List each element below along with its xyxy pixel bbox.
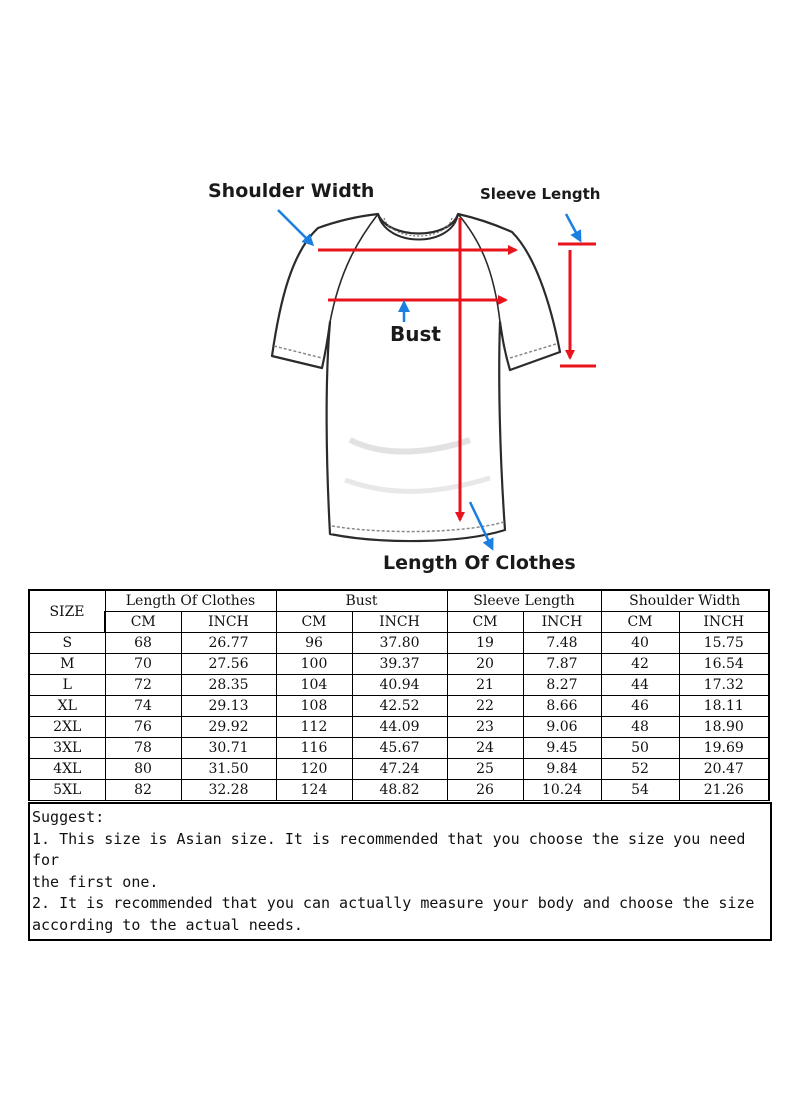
measurement-cell: 40 — [601, 633, 679, 654]
note-line: according to the actual needs. — [32, 915, 303, 934]
length-of-clothes-label: Length Of Clothes — [383, 552, 576, 574]
measurement-cell: 9.06 — [523, 717, 601, 738]
table-row — [29, 696, 769, 717]
measurement-cell: 42 — [601, 654, 679, 675]
measurement-cell: 120 — [276, 759, 352, 780]
table-group-header-row — [29, 590, 769, 612]
size-cell: 3XL — [29, 738, 105, 759]
suggestion-notes — [28, 802, 772, 941]
measurement-cell: 16.54 — [679, 654, 769, 675]
size-cell: S — [29, 633, 105, 654]
measurement-cell: 26.77 — [181, 633, 276, 654]
note-line: 1. This size is Asian size. It is recommended that you choose the size you need for — [32, 829, 746, 869]
measurement-cell: 23 — [447, 717, 523, 738]
measurement-cell: 48 — [601, 717, 679, 738]
size-cell: M — [29, 654, 105, 675]
measurement-cell: 18.11 — [679, 696, 769, 717]
measurement-cell: 18.90 — [679, 717, 769, 738]
measurement-cell: 54 — [601, 780, 679, 801]
measurement-cell: 42.52 — [352, 696, 447, 717]
measurement-cell: 25 — [447, 759, 523, 780]
size-cell: 5XL — [29, 780, 105, 801]
measurement-cell: 76 — [105, 717, 181, 738]
group-header: Shoulder Width — [601, 590, 769, 612]
unit-header: CM — [601, 612, 679, 633]
table-row — [29, 654, 769, 675]
table-row — [29, 738, 769, 759]
group-header: Sleeve Length — [447, 590, 601, 612]
measurement-cell: 39.37 — [352, 654, 447, 675]
measurement-cell: 124 — [276, 780, 352, 801]
table-row — [29, 759, 769, 780]
note-line: 2. It is recommended that you can actually measure your body and choose the size — [32, 894, 755, 912]
measurement-cell: 27.56 — [181, 654, 276, 675]
sleeve-pointer-arrow — [566, 214, 580, 240]
note-line: the first one. — [32, 872, 159, 891]
measurement-cell: 47.24 — [352, 759, 447, 780]
measurement-cell: 72 — [105, 675, 181, 696]
measurement-cell: 37.80 — [352, 633, 447, 654]
measurement-cell: 32.28 — [181, 780, 276, 801]
measurement-cell: 96 — [276, 633, 352, 654]
measurement-cell: 50 — [601, 738, 679, 759]
measurement-cell: 31.50 — [181, 759, 276, 780]
measurement-cell: 17.32 — [679, 675, 769, 696]
measurement-cell: 74 — [105, 696, 181, 717]
measurement-cell: 108 — [276, 696, 352, 717]
measurement-cell: 68 — [105, 633, 181, 654]
shoulder-pointer-arrow — [278, 210, 312, 244]
measurement-cell: 29.13 — [181, 696, 276, 717]
measurement-cell: 29.92 — [181, 717, 276, 738]
measurement-cell: 45.67 — [352, 738, 447, 759]
size-chart-table — [28, 589, 770, 801]
measurement-cell: 48.82 — [352, 780, 447, 801]
size-cell: L — [29, 675, 105, 696]
table-row — [29, 675, 769, 696]
measurement-cell: 19 — [447, 633, 523, 654]
unit-header: INCH — [523, 612, 601, 633]
size-column-header: SIZE — [29, 590, 105, 633]
unit-header: INCH — [352, 612, 447, 633]
bust-label: Bust — [390, 322, 441, 346]
measurement-cell: 116 — [276, 738, 352, 759]
measurement-cell: 10.24 — [523, 780, 601, 801]
size-cell: 4XL — [29, 759, 105, 780]
measurement-cell: 70 — [105, 654, 181, 675]
size-cell: XL — [29, 696, 105, 717]
measurement-cell: 100 — [276, 654, 352, 675]
measurement-cell: 9.45 — [523, 738, 601, 759]
unit-header: CM — [447, 612, 523, 633]
measurement-cell: 21.26 — [679, 780, 769, 801]
measurement-cell: 15.75 — [679, 633, 769, 654]
group-header: Length Of Clothes — [105, 590, 276, 612]
measurement-cell: 26 — [447, 780, 523, 801]
measurement-cell: 7.48 — [523, 633, 601, 654]
shoulder-width-label: Shoulder Width — [208, 180, 375, 202]
unit-header: INCH — [181, 612, 276, 633]
measurement-cell: 78 — [105, 738, 181, 759]
measurement-cell: 30.71 — [181, 738, 276, 759]
measurement-cell: 80 — [105, 759, 181, 780]
measurement-cell: 20.47 — [679, 759, 769, 780]
notes-title: Suggest: — [32, 808, 105, 826]
unit-header: CM — [276, 612, 352, 633]
measurement-cell: 22 — [447, 696, 523, 717]
measurement-cell: 9.84 — [523, 759, 601, 780]
measurement-cell: 40.94 — [352, 675, 447, 696]
measurement-cell: 104 — [276, 675, 352, 696]
measurement-cell: 82 — [105, 780, 181, 801]
measurement-cell: 52 — [601, 759, 679, 780]
table-row — [29, 780, 769, 801]
table-unit-header-row — [29, 612, 769, 633]
sleeve-length-label: Sleeve Length — [480, 185, 601, 203]
measurement-cell: 46 — [601, 696, 679, 717]
table-row — [29, 633, 769, 654]
measurement-cell: 44.09 — [352, 717, 447, 738]
size-table-body — [29, 633, 769, 801]
measurement-cell: 21 — [447, 675, 523, 696]
size-cell: 2XL — [29, 717, 105, 738]
measurement-cell: 44 — [601, 675, 679, 696]
measurement-cell: 20 — [447, 654, 523, 675]
measurement-cell: 24 — [447, 738, 523, 759]
measurement-cell: 8.66 — [523, 696, 601, 717]
unit-header: CM — [105, 612, 181, 633]
measurement-cell: 19.69 — [679, 738, 769, 759]
measurement-cell: 28.35 — [181, 675, 276, 696]
group-header: Bust — [276, 590, 447, 612]
table-row — [29, 717, 769, 738]
measurement-cell: 7.87 — [523, 654, 601, 675]
unit-header: INCH — [679, 612, 769, 633]
measurement-cell: 8.27 — [523, 675, 601, 696]
measurement-cell: 112 — [276, 717, 352, 738]
